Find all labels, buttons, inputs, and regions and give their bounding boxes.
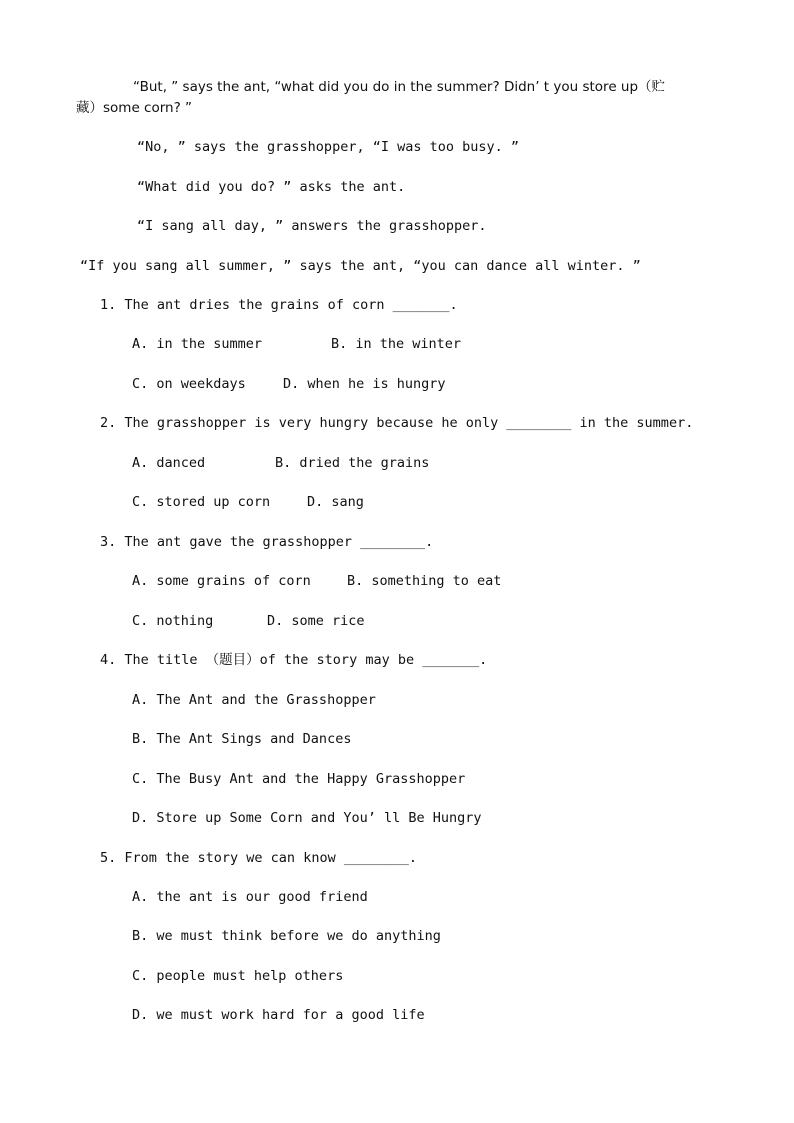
question-2-option-c: C. stored up corn xyxy=(132,494,271,510)
question-4-option-d: D. Store up Some Corn and You’ ll Be Hungry xyxy=(132,810,482,826)
passage-line-1-cont: 藏）some corn? ” xyxy=(76,100,193,116)
passage-line-2: “No, ” says the grasshopper, “I was too busy. ” xyxy=(137,139,520,155)
question-1-option-d: D. when he is hungry xyxy=(283,376,446,392)
passage-line-3: “What did you do? ” asks the ant. xyxy=(137,179,406,195)
passage-line-4: “I sang all day, ” answers the grasshopper. xyxy=(137,218,487,234)
question-2-option-d: D. sang xyxy=(307,494,364,510)
question-1-option-c: C. on weekdays xyxy=(132,376,246,392)
passage-line-1: “But, ” says the ant, “what did you do in the summer? Didn’ t you store up（贮 xyxy=(133,79,666,95)
question-1-option-a: A. in the summer xyxy=(132,336,263,352)
passage-line-5: “If you sang all summer, ” says the ant, “you can dance all winter. ” xyxy=(80,258,641,274)
question-3-option-a: A. some grains of corn xyxy=(132,573,311,589)
question-3-option-c: C. nothing xyxy=(132,613,214,629)
question-1-option-b: B. in the winter xyxy=(331,336,462,352)
question-5-option-b: B. we must think before we do anything xyxy=(132,928,441,944)
question-2-stem: 2. The grasshopper is very hungry because he only ________ in the summer. xyxy=(100,415,694,431)
question-3-stem: 3. The ant gave the grasshopper ________. xyxy=(100,534,434,550)
question-5-option-d: D. we must work hard for a good life xyxy=(132,1007,425,1023)
question-4-option-a: A. The Ant and the Grasshopper xyxy=(132,692,376,708)
question-5-stem: 5. From the story we can know ________. xyxy=(100,850,417,866)
question-3-option-d: D. some rice xyxy=(267,613,365,629)
question-5-option-c: C. people must help others xyxy=(132,968,344,984)
question-1-stem: 1. The ant dries the grains of corn _______. xyxy=(100,297,458,313)
question-4-option-c: C. The Busy Ant and the Happy Grasshopper xyxy=(132,771,466,787)
question-4-stem: 4. The title （题目）of the story may be _______. xyxy=(100,652,488,668)
question-3-option-b: B. something to eat xyxy=(347,573,502,589)
question-5-option-a: A. the ant is our good friend xyxy=(132,889,368,905)
question-2-option-a: A. danced xyxy=(132,455,206,471)
question-4-option-b: B. The Ant Sings and Dances xyxy=(132,731,352,747)
question-2-option-b: B. dried the grains xyxy=(275,455,430,471)
